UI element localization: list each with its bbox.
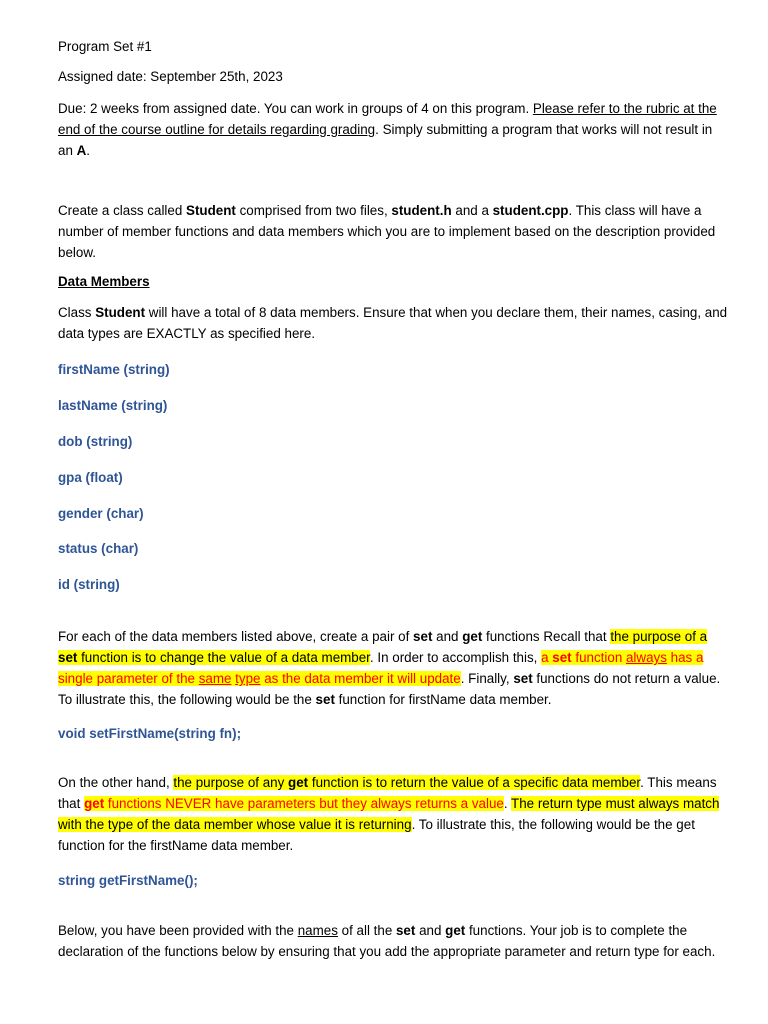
get-keyword: get xyxy=(445,923,466,938)
set-text-9: . In order to accomplish this, xyxy=(369,650,542,665)
set-purpose-highlight: the purpose of a set function is to change the value of a data member xyxy=(58,629,708,665)
set-text-3: and xyxy=(432,629,463,644)
get-functions-paragraph xyxy=(58,772,730,856)
get-text-10: . To illustrate this, the following would be the get function for the firstName data member. xyxy=(58,817,695,853)
due-text-5: . xyxy=(86,143,91,158)
get-parameters-highlight: get functions NEVER have parameters but they always returns a value xyxy=(84,796,504,811)
below-text-3: of all the xyxy=(337,923,396,938)
dm-class-name: Student xyxy=(95,305,146,320)
set-keyword: set xyxy=(513,671,533,686)
return-type-highlight: The return type must always match with the type of the data member whose value it is returning xyxy=(58,796,720,832)
set-functions-paragraph xyxy=(58,626,730,710)
data-members-heading: Data Members xyxy=(58,274,150,289)
set-function-example: void setFirstName(string fn); xyxy=(58,726,242,741)
set-text-19: . Finally, xyxy=(460,671,514,686)
intro-paragraph xyxy=(58,200,730,263)
class-name: Student xyxy=(186,203,236,218)
grade-a: A xyxy=(76,143,87,158)
set-text-23: function for firstName data member. xyxy=(334,692,552,707)
assigned-date: Assigned date: September 25th, 2023 xyxy=(58,69,283,84)
intro-text-7: . This class will have a number of member functions and data members which you are to implement based on the description provided below. xyxy=(58,203,716,260)
data-member-item: dob (string) xyxy=(58,434,133,449)
data-member-item: firstName (string) xyxy=(58,362,170,377)
data-members-paragraph xyxy=(58,302,730,344)
below-text-5: and xyxy=(415,923,446,938)
data-member-item: gpa (float) xyxy=(58,470,123,485)
due-text-3: . Simply submitting a program that works will not result in an xyxy=(58,122,713,158)
dm-text-3: will have a total of 8 data members. Ensure that when you declare them, their names, casing, and data types are EXACTLY as specified here. xyxy=(58,305,728,341)
set-text-1: For each of the data members listed above, create a pair of xyxy=(58,629,414,644)
rubric-reference: Please refer to the rubric at the end of the course outline for details regarding grading xyxy=(58,101,717,137)
set-keyword: set xyxy=(315,692,335,707)
below-text-7: functions. Your job is to complete the declaration of the functions below by ensuring that you add the appropriate parameter and return type for each. xyxy=(58,923,716,959)
get-text-5: . This means that xyxy=(58,775,717,811)
data-member-item: gender (char) xyxy=(58,506,144,521)
set-parameter-highlight: a set function always has a single parameter of the same type as the data member it will update xyxy=(58,650,704,686)
intro-text-1: Create a class called xyxy=(58,203,187,218)
names-underlined: names xyxy=(297,923,338,938)
below-text-1: Below, you have been provided with the xyxy=(58,923,298,938)
data-member-item: id (string) xyxy=(58,577,120,592)
get-keyword: get xyxy=(462,629,483,644)
dm-text-1: Class xyxy=(58,305,96,320)
get-function-example: string getFirstName(); xyxy=(58,873,198,888)
set-keyword: set xyxy=(413,629,433,644)
source-file: student.cpp xyxy=(492,203,569,218)
set-text-21: functions do not return a value. To illustrate this, the following would be the xyxy=(58,671,721,707)
intro-text-3: comprised from two files, xyxy=(235,203,392,218)
set-keyword: set xyxy=(395,923,416,938)
data-member-item: lastName (string) xyxy=(58,398,168,413)
get-purpose-highlight: the purpose of any get function is to return the value of a specific data member xyxy=(173,775,641,790)
intro-text-5: and a xyxy=(451,203,493,218)
due-paragraph xyxy=(58,98,730,161)
data-member-item: status (char) xyxy=(58,541,139,556)
get-text-8: . xyxy=(503,796,512,811)
below-paragraph xyxy=(58,920,730,962)
get-text-1: On the other hand, xyxy=(58,775,174,790)
header-file: student.h xyxy=(391,203,452,218)
due-text-1: Due: 2 weeks from assigned date. You can work in groups of 4 on this program. xyxy=(58,101,533,116)
program-title: Program Set #1 xyxy=(58,39,152,54)
set-text-5: functions Recall that xyxy=(482,629,611,644)
